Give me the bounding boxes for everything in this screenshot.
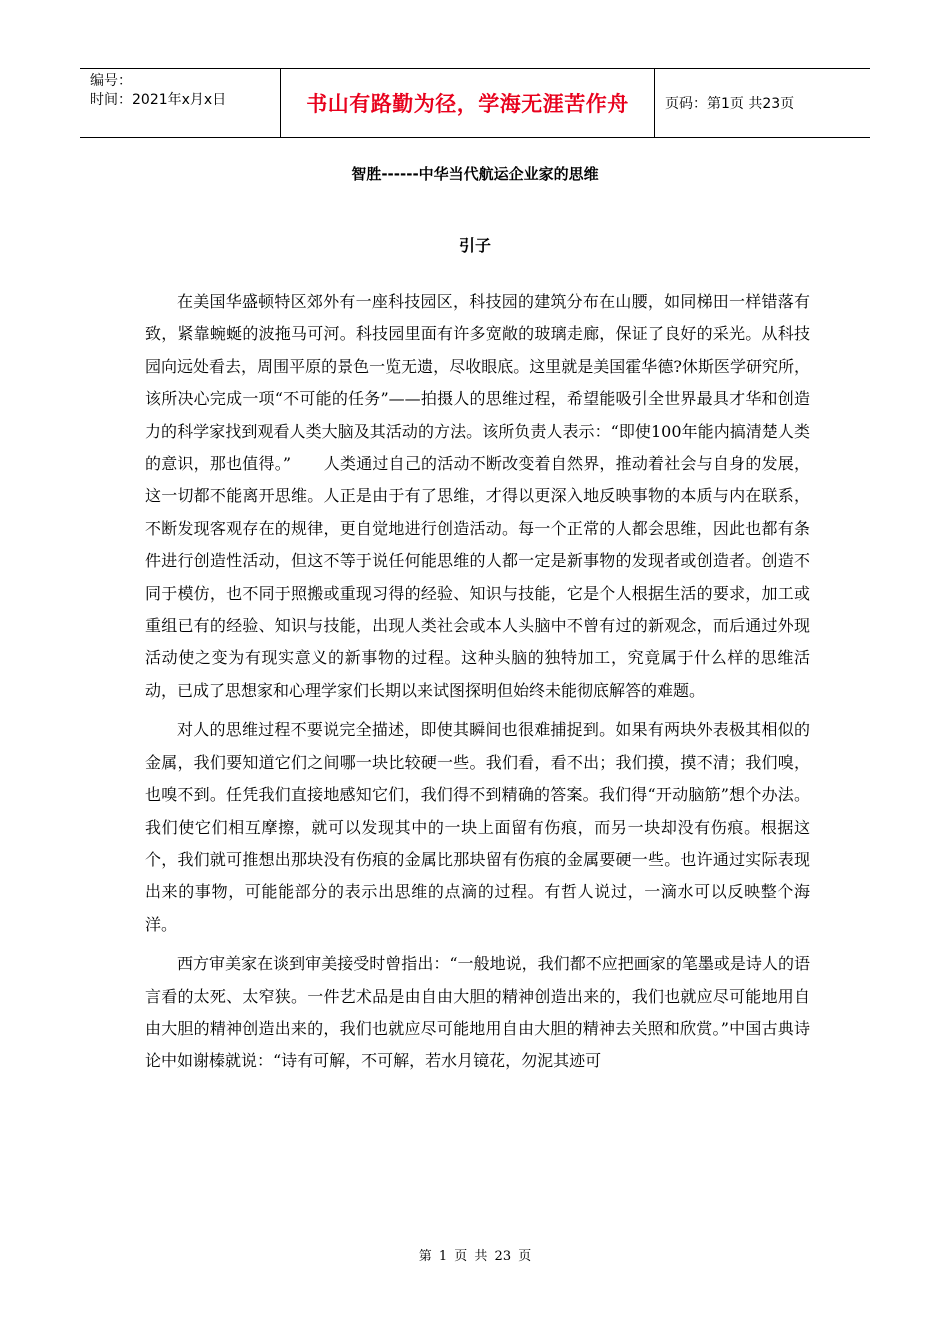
header-meta (80, 69, 281, 137)
paragraph: 对人的思维过程不要说完全描述，即使其瞬间也很难捕捉到。如果有两块外表极其相似的金属，我们要知道它们之间哪一块比较硬一些。我们看，看不出；我们摸，摸不清；我们嗅，也嗅不到。任凭我们直接地感知它们，我们得不到精确的答案。我们得“开动脑筋”想个办法。我们使它们相互摩擦，就可以发现其中的一块上面留有伤痕，而另一块却没有伤痕。根据这个，我们就可推想出那块没有伤痕的金属比那块留有伤痕的金属要硬一些。也许通过实际表现出来的事物，可能能部分的表示出思维的点滴的过程。有哲人说过，一滴水可以反映整个海洋。 (145, 720, 810, 934)
header-motto: 书山有路勤为径，学海无涯苦作舟 (281, 69, 655, 137)
paragraph: 西方审美家在谈到审美接受时曾指出：“一般地说，我们都不应把画家的笔墨或是诗人的语言看的太死、太窄狭。一件艺术品是由自由大胆的精神创造出来的，我们也就应尽可能地用自由大胆的精神创造出来的，我们也就应尽可能地用自由大胆的精神去关照和欣赏。”中国古典诗论中如谢榛就说：“诗有可解，不可解，若水月镜花，勿泥其迹可 (145, 954, 810, 1071)
body-text (145, 286, 810, 1078)
document-title: 智胜------中华当代航运企业家的思维 (351, 165, 599, 183)
paragraph: 在美国华盛顿特区郊外有一座科技园区，科技园的建筑分布在山腰，如同梯田一样错落有致，紧靠蜿蜒的波拖马可河。科技园里面有许多宽敞的玻璃走廊，保证了良好的采光。从科技园向远处看去，周围平原的景色一览无遗，尽收眼底。这里就是美国霍华德?休斯医学研究所，该所决心完成一项“不可能的任务”——拍摄人的思维过程，希望能吸引全世界最具才华和创造力的科学家找到观看人类大脑及其活动的方法。该所负责人表示：“即使100年能内搞清楚人类的意识，那也值得。” 人类通过自己的活动不断改变着自然界，推动着社会与自身的发展，这一切都不能离开思维。人正是由于有了思维，才得以更深入地反映事物的本质与内在联系，不断发现客观存在的规律，更自觉地进行创造活动。每一个正常的人都会思维，因此也都有条件进行创造性活动，但这不等于说任何能思维的人都一定是新事物的发现者或创造者。创造不同于模仿，也不同于照搬或重现习得的经验、知识与技能，它是个人根据生活的要求，加工或重组已有的经验、知识与技能，出现人类社会或本人头脑中不曾有过的新观念，而后通过外现活动使之变为有现实意义的新事物的过程。这种头脑的独特加工，究竟属于什么样的思维活动，已成了思想家和心理学家们长期以来试图探明但始终未能彻底解答的难题。 (145, 292, 810, 700)
section-title: 引子 (458, 236, 491, 255)
number-label: 编号： (90, 73, 132, 89)
page-header (80, 68, 870, 138)
header-page-info: 页码：第1页 共23页 (665, 96, 795, 112)
time-label: 时间：2021年x月x日 (90, 92, 227, 108)
page-footer: 第 1 页 共 23 页 (418, 1249, 532, 1264)
